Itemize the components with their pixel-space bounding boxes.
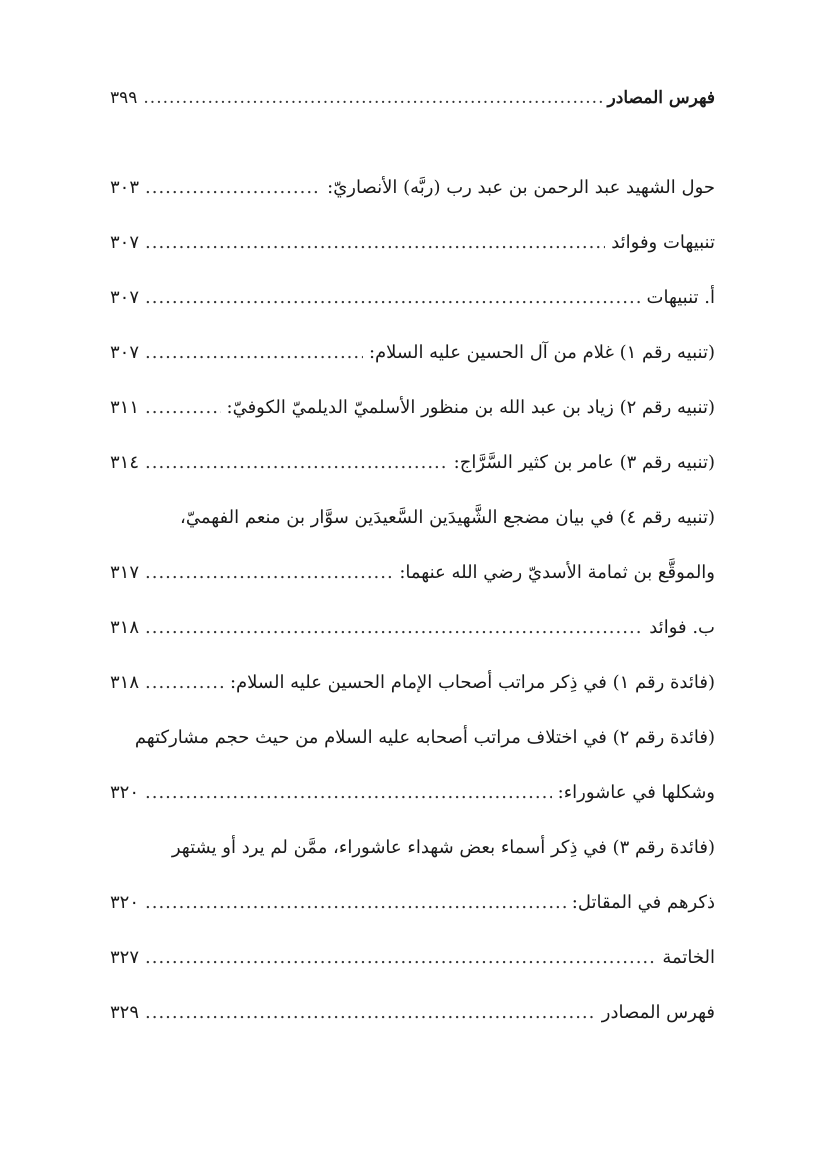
toc-entry-page: ٣٢٩	[110, 1002, 140, 1023]
toc-entry-page: ٣٠٧	[110, 287, 140, 308]
table-of-contents	[110, 160, 715, 1040]
toc-entry-title: والموقَّع بن ثمامة الأسديّ رضي الله عنهما:	[399, 562, 715, 583]
toc-entry-title: (تنبيه رقم ٣) عامر بن كثير السَّرَّاج:	[453, 452, 715, 473]
toc-entry[interactable]	[110, 820, 715, 930]
leader-dots	[145, 380, 220, 435]
toc-entry-page: ٣٠٧	[110, 232, 140, 253]
toc-entry-page: ٣٠٣	[110, 177, 140, 198]
toc-entry-page: ٣١٨	[110, 617, 140, 638]
toc-entry-title: تنبيهات وفوائد	[611, 232, 715, 253]
toc-entry-title-line1: (تنبيه رقم ٤) في بيان مضجع الشَّهيدَين السَّعيدَين سوَّار بن منعم الفهميّ،	[180, 507, 715, 528]
toc-entry-title: حول الشهيد عبد الرحمن بن عبد رب (ربَّه) الأنصاريّ:	[327, 177, 715, 198]
toc-entry-title-line1: (فائدة رقم ٣) في ذِكر أسماء بعض شهداء عاشوراء، ممَّن لم يرد أو يشتهر	[171, 837, 715, 858]
toc-entry[interactable]	[110, 325, 715, 380]
leader-dots	[145, 545, 393, 600]
leader-dots	[145, 600, 643, 655]
toc-entry-title: فهرس المصادر	[601, 1002, 715, 1023]
toc-entry-page: ٣٠٧	[110, 342, 140, 363]
toc-entry-title: (فائدة رقم ١) في ذِكر مراتب أصحاب الإمام الحسين عليه السلام:	[229, 672, 715, 693]
toc-entry[interactable]	[110, 490, 715, 600]
toc-entry-title: ذكرهم في المقاتل:	[571, 892, 715, 913]
toc-entry-page: ٣١٧	[110, 562, 140, 583]
toc-entry-page: ٣٢٠	[110, 782, 140, 803]
header-page-number: ٣٩٩	[110, 88, 138, 108]
toc-entry-page: ٣١١	[110, 397, 140, 418]
leader-dots	[143, 88, 601, 108]
toc-entry[interactable]	[110, 160, 715, 215]
leader-dots	[145, 160, 321, 215]
document-page	[110, 0, 715, 1164]
toc-entry[interactable]	[110, 215, 715, 270]
toc-entry-title: (تنبيه رقم ٢) زياد بن عبد الله بن منظور الأسلميّ الديلميّ الكوفيّ:	[226, 397, 715, 418]
leader-dots	[145, 875, 566, 930]
leader-dots	[145, 765, 552, 820]
leader-dots	[145, 655, 224, 710]
toc-entry[interactable]	[110, 710, 715, 820]
toc-entry[interactable]	[110, 985, 715, 1040]
leader-dots	[145, 270, 641, 325]
toc-entry[interactable]	[110, 380, 715, 435]
toc-entry-title: ب. فوائد	[649, 617, 715, 638]
toc-entry-title-line1: (فائدة رقم ٢) في اختلاف مراتب أصحابه عليه السلام من حيث حجم مشاركتهم	[134, 727, 715, 748]
toc-entry-title: الخاتمة	[662, 947, 715, 968]
toc-entry-title: أ. تنبيهات	[646, 287, 715, 308]
toc-entry-page: ٣١٨	[110, 672, 140, 693]
toc-entry[interactable]	[110, 655, 715, 710]
toc-entry-title: وشكلها في عاشوراء:	[557, 782, 715, 803]
toc-entry-title: (تنبيه رقم ١) غلام من آل الحسين عليه السلام:	[368, 342, 715, 363]
leader-dots	[145, 985, 596, 1040]
toc-entry[interactable]	[110, 270, 715, 325]
leader-dots	[145, 435, 448, 490]
toc-entry[interactable]	[110, 930, 715, 985]
leader-dots	[145, 930, 656, 985]
toc-entry[interactable]	[110, 600, 715, 655]
toc-entry-page: ٣٢٧	[110, 947, 140, 968]
running-header	[110, 88, 715, 118]
header-title: فهرس المصادر	[607, 88, 715, 108]
toc-entry-page: ٣٢٠	[110, 892, 140, 913]
leader-dots	[145, 325, 363, 380]
leader-dots	[145, 215, 605, 270]
toc-entry-page: ٣١٤	[110, 452, 140, 473]
toc-entry[interactable]	[110, 435, 715, 490]
